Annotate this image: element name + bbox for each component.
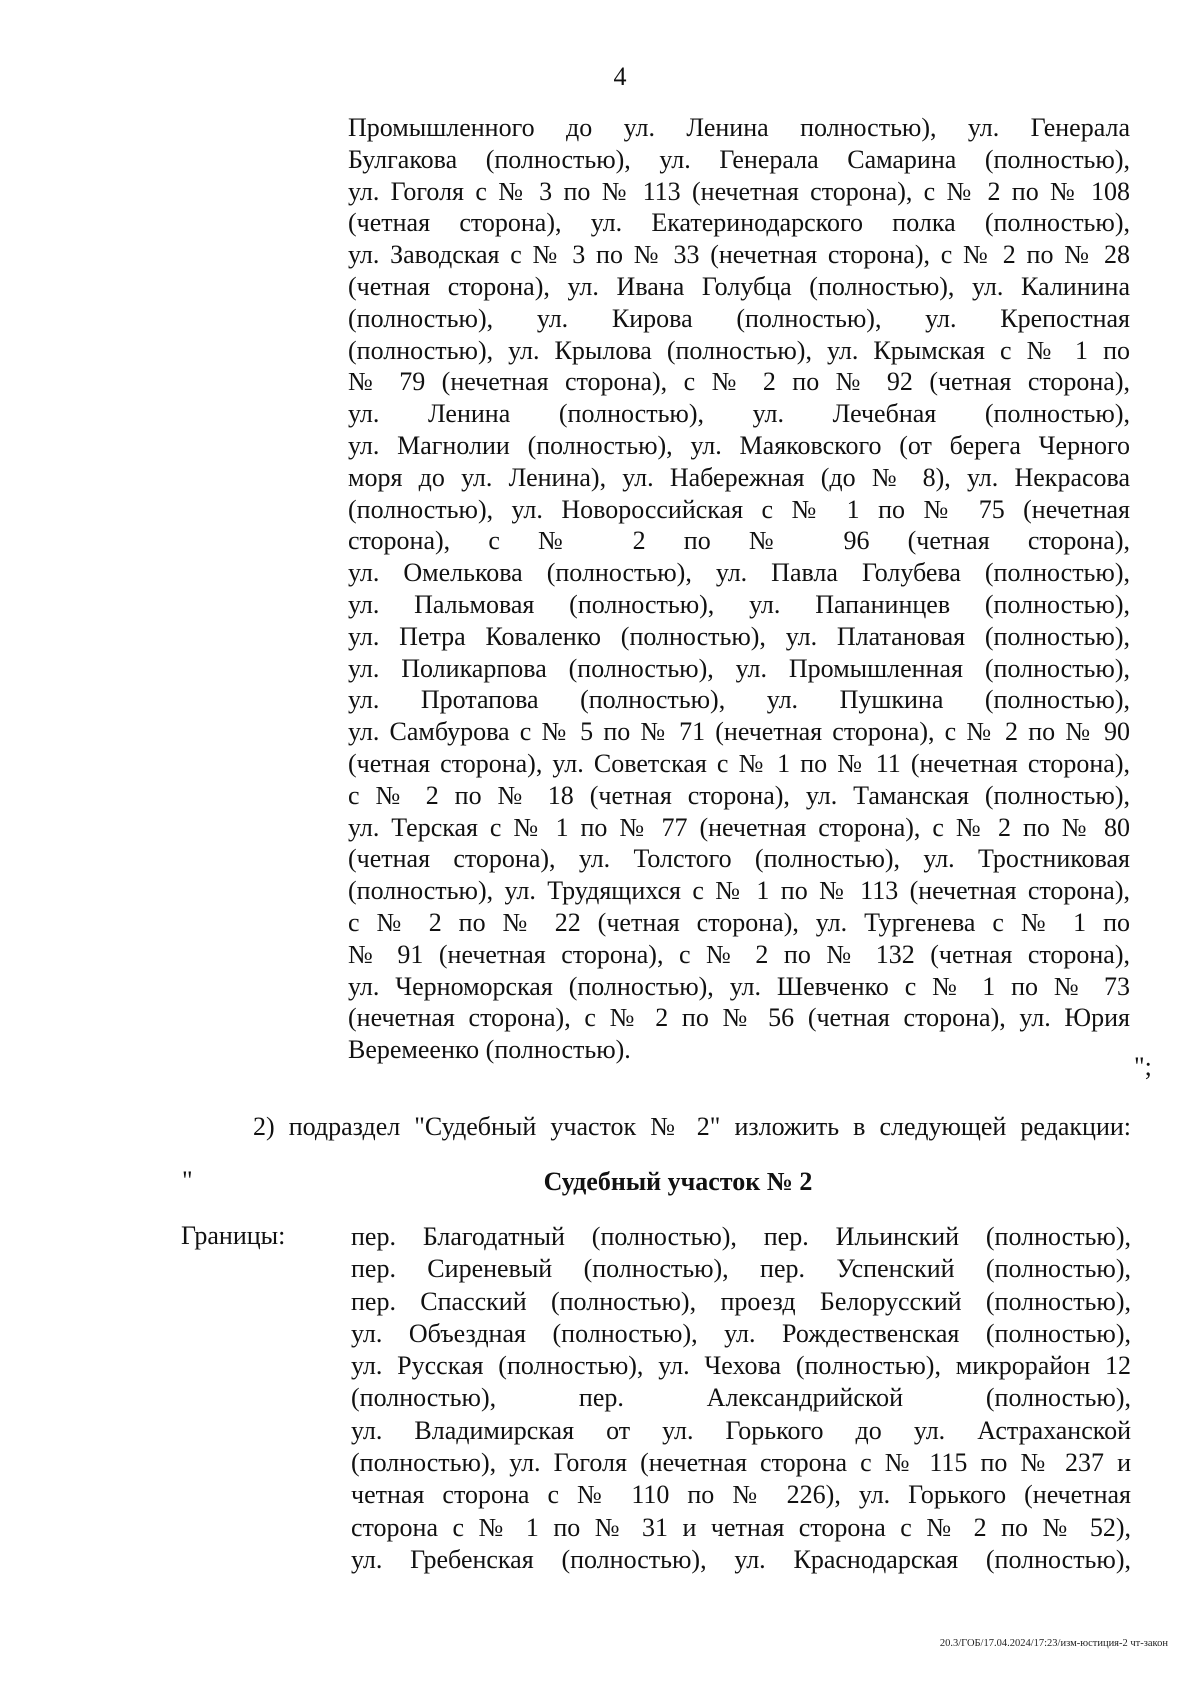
opening-quote: "	[182, 1166, 193, 1195]
address-line: ул. Поликарпова (полностью), ул. Промышленная (полностью),	[348, 653, 1130, 683]
address-line: (полностью), ул. Новороссийская с № 1 по № 75 (нечетная	[348, 494, 1130, 524]
address-line: ул. Магнолии (полностью), ул. Маяковского (от берега Черного	[348, 430, 1130, 460]
address-line: (четная сторона), ул. Екатеринодарского полка (полностью),	[348, 208, 1130, 238]
address-line: (полностью), ул. Трудящихся с № 1 по № 113 (нечетная сторона),	[348, 876, 1130, 906]
bounds-line: ул. Гребенская (полностью), ул. Краснодарская (полностью),	[351, 1544, 1131, 1574]
page-number: 4	[613, 62, 627, 91]
bounds-line: ул. Русская (полностью), ул. Чехова (полностью), микрорайон 12	[351, 1351, 1131, 1381]
address-line: Булгакова (полностью), ул. Генерала Самарина (полностью),	[348, 144, 1130, 174]
address-line: Веремеенко (полностью).	[348, 1035, 631, 1065]
address-list-paragraph	[348, 112, 1130, 1066]
bounds-line: пер. Сиреневый (полностью), пер. Успенский (полностью),	[351, 1254, 1131, 1284]
document-footer-code: 20.3/ГОБ/17.04.2024/17:23/изм-юстиция-2 чт-закон	[939, 1638, 1168, 1649]
address-line: Промышленного до ул. Ленина полностью), ул. Генерала	[348, 113, 1130, 142]
address-line: ул. Черноморская (полностью), ул. Шевченко с № 1 по № 73	[348, 971, 1130, 1001]
bounds-label: Границы:	[181, 1221, 286, 1250]
address-line: (нечетная сторона), с № 2 по № 56 (четная сторона), ул. Юрия	[348, 1003, 1130, 1033]
address-line: № 91 (нечетная сторона), с № 2 по № 132 (четная сторона),	[348, 939, 1130, 969]
address-line: с № 2 по № 18 (четная сторона), ул. Таманская (полностью),	[348, 780, 1130, 810]
address-line: (полностью), ул. Крылова (полностью), ул. Крымская с № 1 по	[348, 335, 1130, 365]
address-line: ул. Петра Коваленко (полностью), ул. Платановая (полностью),	[348, 621, 1130, 651]
address-line: ул. Самбурова с № 5 по № 71 (нечетная сторона), с № 2 по № 90	[348, 717, 1130, 747]
bounds-line: сторона с № 1 по № 31 и четная сторона с № 2 по № 52),	[351, 1512, 1131, 1542]
address-line: ул. Протапова (полностью), ул. Пушкина (полностью),	[348, 685, 1130, 715]
bounds-line: ул. Объездная (полностью), ул. Рождественская (полностью),	[351, 1318, 1131, 1348]
address-line: (четная сторона), ул. Советская с № 1 по № 11 (нечетная сторона),	[348, 748, 1130, 778]
address-line: ул. Пальмовая (полностью), ул. Папанинцев (полностью),	[348, 589, 1130, 619]
address-line: ул. Омелькова (полностью), ул. Павла Голубева (полностью),	[348, 558, 1130, 588]
bounds-line: (полностью), ул. Гоголя (нечетная сторона с № 115 по № 237 и	[351, 1448, 1131, 1478]
bounds-line: ул. Владимирская от ул. Горького до ул. Астраханской	[351, 1415, 1131, 1445]
address-line: № 79 (нечетная сторона), с № 2 по № 92 (четная сторона),	[348, 367, 1130, 397]
bounds-line: пер. Благодатный (полностью), пер. Ильинский (полностью),	[351, 1222, 1131, 1251]
bounds-line: четная сторона с № 110 по № 226), ул. Горького (нечетная	[351, 1480, 1131, 1510]
address-line: (четная сторона), ул. Ивана Голубца (полностью), ул. Калинина	[348, 271, 1130, 301]
amendment-instruction: 2) подраздел "Судебный участок № 2" изложить в следующей редакции:	[253, 1112, 1131, 1141]
address-line: ул. Заводская с № 3 по № 33 (нечетная сторона), с № 2 по № 28	[348, 240, 1130, 270]
address-line: (четная сторона), ул. Толстого (полностью), ул. Тростниковая	[348, 844, 1130, 874]
section-heading: Судебный участок № 2	[543, 1167, 813, 1196]
address-line: (полностью), ул. Кирова (полностью), ул. Крепостная	[348, 303, 1130, 333]
address-line: сторона), с № 2 по № 96 (четная сторона),	[348, 526, 1130, 556]
address-line: с № 2 по № 22 (четная сторона), ул. Тургенева с № 1 по	[348, 907, 1130, 937]
address-line: ул. Терская с № 1 по № 77 (нечетная сторона), с № 2 по № 80	[348, 812, 1130, 842]
address-line: ул. Гоголя с № 3 по № 113 (нечетная сторона), с № 2 по № 108	[348, 176, 1130, 206]
bounds-line: (полностью), пер. Александрийской (полностью),	[351, 1383, 1131, 1413]
address-line: моря до ул. Ленина), ул. Набережная (до № 8), ул. Некрасова	[348, 462, 1130, 492]
address-line: ул. Ленина (полностью), ул. Лечебная (полностью),	[348, 399, 1130, 429]
bounds-paragraph	[351, 1221, 1131, 1576]
closing-quote: ";	[1134, 1052, 1152, 1081]
bounds-line: пер. Спасский (полностью), проезд Белорусский (полностью),	[351, 1286, 1131, 1316]
